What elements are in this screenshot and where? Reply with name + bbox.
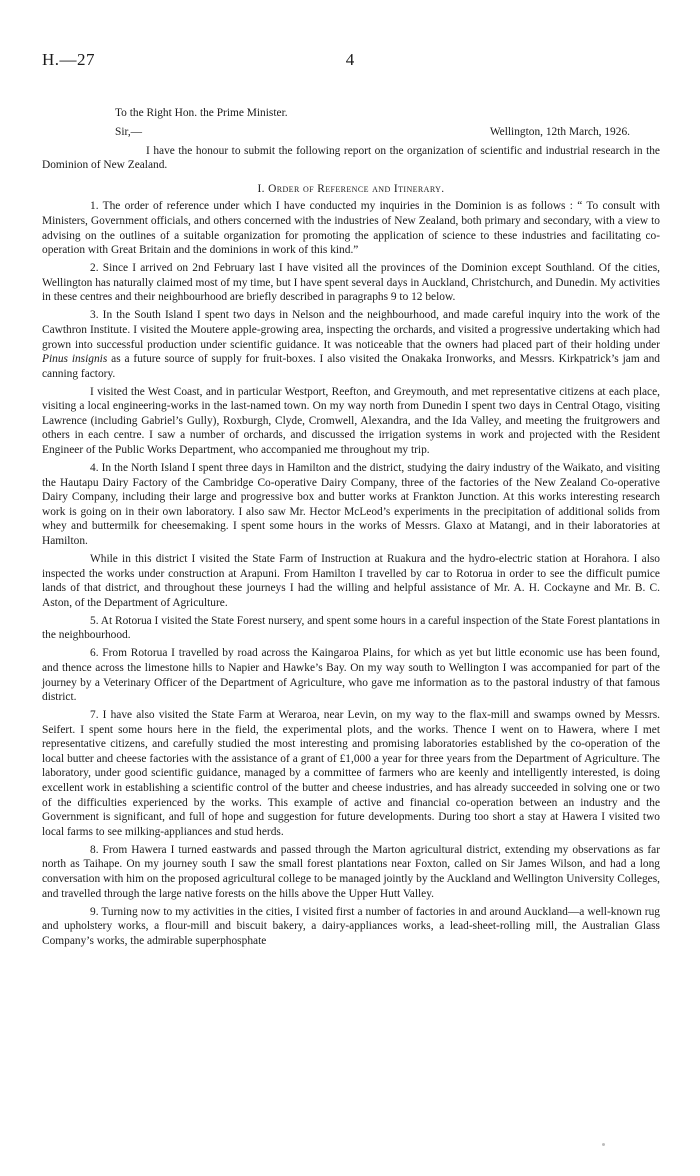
paragraph-3 <box>42 308 660 381</box>
paragraph-5: 5. At Rotorua I visited the State Forest nursery, and spent some hours in a careful inspection of the State Forest plantations in the neighbourhood. <box>42 614 660 642</box>
paragraph-9: 9. Turning now to my activities in the cities, I visited first a number of factories in and around Auckland—a well-known rug and upholstery works, a flour-mill and biscuit bakery, a dairy-appliances works, a lead-sheet-rolling mill, the Australian Glass Company’s works, the admirable superphosphate <box>42 905 660 947</box>
paragraph-1: 1. The order of reference under which I have conducted my inquiries in the Dominion is as follows : “ To consult with Ministers, Government officials, and others concerned with the industries of New Zealand, both primary and secondary, with a view to advising on the outlines of a suitable organization for promoting the application of science to these industries and facilitating co-operation with Great Britain and the dominions in work of this kind.” <box>42 200 660 257</box>
section-heading: I. Order of Reference and Itinerary. <box>257 182 445 195</box>
document-reference: H.—27 <box>42 50 96 69</box>
paragraph-3-continued: I visited the West Coast, and in particular Westport, Reefton, and Greymouth, and met representative citizens at each place, visiting a local engineering-works in the last-named town. On my way north from Dunedin I spent two days in Central Otago, visiting Lawrence (including Gabriel’s Gully), Roxburgh, Clyde, Cromwell, Alexandra, and the Ida Valley, and meeting the fruitgrowers and others in each centre. I saw a number of orchards, and discussed the irrigation systems in work and projected with the Resident Engineer of the Public Works Department, who accompanied me throughout my trip. <box>42 385 660 457</box>
date-line: Wellington, 12th March, 1926. <box>489 125 630 138</box>
addressee-line: To the Right Hon. the Prime Minister. <box>115 107 288 119</box>
paragraph-4: 4. In the North Island I spent three days in Hamilton and the district, studying the dairy industry of the Waikato, and visiting the Hautapu Dairy Factory of the Cambridge Co-operative Dairy Company, three of the factories of the New Zealand Co-operative Dairy Company, including their large and progressive box and butter works at Frankton Junction. At this works interesting research work is going on in their own laboratory. I also saw Mr. Hector McLeod’s experiments in the precipitation of additional solids from whey and buttermilk for cheesemaking. I spent some hours in the works of Messrs. Glaxo at Matangi, and in their laboratories at Hamilton. <box>42 462 660 547</box>
salutation-row <box>42 125 660 140</box>
intro-paragraph: I have the honour to submit the following report on the organization of scientific and industrial research in the Dominion of New Zealand. <box>42 144 660 172</box>
paragraph-6: 6. From Rotorua I travelled by road across the Kaingaroa Plains, for which as yet but little economic use has been found, and thence across the limestone hills to Napier and Hawke’s Bay. On my way south to Wellington I was accompanied for part of the journey by a Veterinary Officer of the Department of Agriculture, who gave me information as to the pastoral industry of that famous district. <box>42 647 660 704</box>
paragraph-7: 7. I have also visited the State Farm at Weraroa, near Levin, on my way to the flax-mill and swamps owned by Messrs. Seifert. I spent some hours here in the field, the experimental plots, and the works. Thence I went on to Hawera, where I met representative citizens, and carefully studied the most interesting and promising laboratories established by the co-operation of the local butter and cheese factories with the assistance of a grant of £1,000 a year for three years from the Department of Agriculture. The laboratory, under good scientific guidance, managed by a committee of farmers who are keenly and intelligently interested, is doing excellent work in establishing a scientific control of the butter and cheese industries, and has already succeeded in solving one or two of the difficulties experienced by the works. This example of active and financial co-operation between an industry and the Government is significant, and full of hope and suggestion for future developments. During too short a stay at Hawera I visited two local farms to see milking-appliances and stud herds. <box>42 709 660 838</box>
salutation: Sir,— <box>115 125 143 138</box>
paragraph-3-text-a: 3. In the South Island I spent two days in Nelson and the neighbourhood, and made careful inquiry into the work of the Cawthron Institute. I visited the Moutere apple-growing area, inspecting the orchards, and visited a progressive undertaking which had grown into successful production under scientific guidance. It was noticeable that the owners had placed part of their holding under <box>42 309 660 351</box>
page-number: 4 <box>345 50 355 69</box>
paragraph-3-text-b: as a future source of supply for fruit-boxes. I also visited the Onakaka Ironworks, and Messrs. Kirkpatrick’s jam and canning factory. <box>42 353 660 380</box>
paragraph-2: 2. Since I arrived on 2nd February last I have visited all the provinces of the Dominion except Southland. Of the cities, Wellington has naturally claimed most of my time, but I have spent several days in Auckland, Christchurch, and Dunedin. My activities in these centres and their neighbourhood are briefly described in paragraphs 9 to 12 below. <box>42 262 660 304</box>
page-header <box>42 50 658 74</box>
paragraph-4-continued: While in this district I visited the State Farm of Instruction at Ruakura and the hydro-electric station at Horahora. I also inspected the works under construction at Arapuni. From Hamilton I travelled by car to Rotorua in order to see the difficult pumice lands of that district, and throughout these journeys I had the willing and helpful assistance of Mr. A. H. Cockayne and Mr. B. C. Aston, of the Department of Agriculture. <box>42 552 660 609</box>
paragraph-3-italic-term: Pinus insignis <box>42 353 108 366</box>
paragraph-8: 8. From Hawera I turned eastwards and passed through the Marton agricultural district, extending my observations as far north as Taihape. On my journey south I saw the small forest plantations near Foxton, called on Sir James Wilson, and had a long conversation with him on the proposed agricultural college to be managed jointly by the Auckland and Wellington University Colleges, and travelled through the large native forests on the hills above the Upper Hutt Valley. <box>42 843 660 900</box>
report-body <box>42 106 660 948</box>
scan-speck <box>602 1143 605 1146</box>
